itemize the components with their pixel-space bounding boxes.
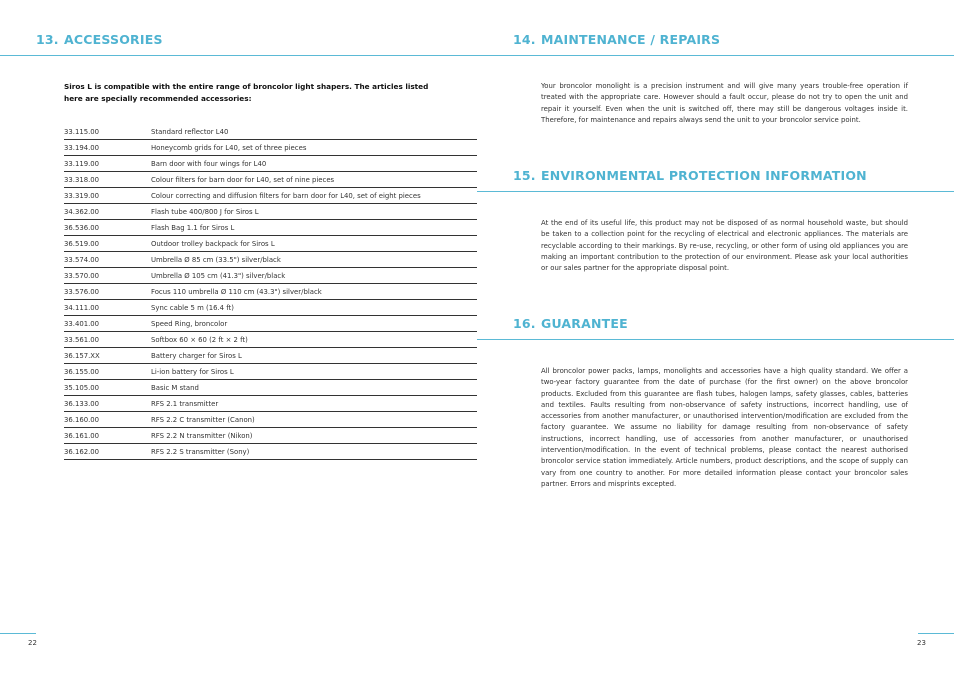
table-row [64,236,477,252]
table-row [64,252,477,268]
article-description: Li-ion battery for Siros L [151,368,234,376]
accessories-table [64,124,477,460]
article-number: 33.561.00 [64,336,100,344]
article-description: Standard reflector L40 [151,128,229,136]
table-row [64,204,477,220]
table-row [64,300,477,316]
table-row [64,444,477,460]
article-number: 33.194.00 [64,144,100,152]
article-number: 35.105.00 [64,384,100,392]
footer-rule-right [918,633,954,634]
article-description: RFS 2.2 S transmitter (Sony) [151,448,250,456]
table-row [64,220,477,236]
table-row [64,268,477,284]
section-14-heading [513,32,720,47]
section-number: 15. [513,168,536,183]
table-row [64,380,477,396]
table-row [64,140,477,156]
table-row [64,364,477,380]
article-number: 34.111.00 [64,304,100,312]
article-description: Flash tube 400/800 J for Siros L [151,208,259,216]
section-number: 16. [513,316,536,331]
article-number: 36.133.00 [64,400,100,408]
page-number-left: 22 [28,639,37,647]
accessories-intro: Siros L is compatible with the entire range of broncolor light shapers. The articles listed here are specially recommended accessories: [64,82,429,104]
article-number: 33.576.00 [64,288,100,296]
article-description: Speed Ring, broncolor [151,320,228,328]
table-row [64,396,477,412]
article-number: 33.570.00 [64,272,100,280]
article-description: Basic M stand [151,384,199,392]
article-number: 34.362.00 [64,208,100,216]
guarantee-text: All broncolor power packs, lamps, monolights and accessories have a high quality standard. We offer a two-year factory guarantee from the date of purchase (for the first owner) on the above broncolor products. Excluded from this guarantee are flash tubes, halogen lamps, safety glasses, cables, batteries and textiles. Faults resulting from non-observance of safety instructions, incorrect handling, use of accessories from another manufacturer, or unauthorised intervention/modification are excluded from the factory guarantee. We assume no liability for damage resulting from non-observance of safety instructions, incorrect handling, use of accessories from another manufacturer, or unauthorised intervention/modification. In the event of technical problems, please contact the nearest authorised broncolor service station immediately. Article numbers, product descriptions, and the scope of supply can vary from one country to another. For more detailed information please contact your broncolor sales partner. Errors and misprints excepted. [541,367,908,488]
section-15-heading [513,168,867,183]
article-number: 33.115.00 [64,128,100,136]
heading-rule [477,55,954,56]
section-title: MAINTENANCE / REPAIRS [541,32,721,47]
article-number: 36.155.00 [64,368,100,376]
section-title: ACCESSORIES [64,32,163,47]
article-description: Softbox 60 × 60 (2 ft × 2 ft) [151,336,248,344]
article-number: 33.574.00 [64,256,100,264]
article-number: 36.161.00 [64,432,100,440]
right-page [477,0,954,677]
article-description: Colour correcting and diffusion filters for barn door for L40, set of eight pieces [151,192,421,200]
table-row [64,412,477,428]
article-description: RFS 2.1 transmitter [151,400,219,408]
heading-rule [0,55,477,56]
article-number: 33.319.00 [64,192,100,200]
article-description: Barn door with four wings for L40 [151,160,267,168]
article-number: 36.519.00 [64,240,100,248]
article-description: Honeycomb grids for L40, set of three pieces [151,144,307,152]
article-description: Battery charger for Siros L [151,352,242,360]
section-number: 13. [36,32,59,47]
article-description: Umbrella Ø 105 cm (41.3") silver/black [151,272,286,280]
article-description: RFS 2.2 C transmitter (Canon) [151,416,255,424]
footer-rule-left [0,633,36,634]
table-row [64,284,477,300]
section-number: 14. [513,32,536,47]
article-number: 33.401.00 [64,320,100,328]
article-number: 36.162.00 [64,448,100,456]
article-number: 36.157.XX [64,352,100,360]
section-title: GUARANTEE [541,316,628,331]
article-description: Focus 110 umbrella Ø 110 cm (43.3") silver/black [151,288,322,296]
article-description: Umbrella Ø 85 cm (33.5") silver/black [151,256,281,264]
table-row [64,348,477,364]
table-row [64,188,477,204]
heading-rule [477,191,954,192]
section-13-heading [36,32,163,47]
heading-rule [477,339,954,340]
environment-text: At the end of its useful life, this product may not be disposed of as normal household waste, but should be taken to a collection point for the recycling of electrical and electronic appliances. The materials are recyclable according to their markings. By re-use, recycling, or other form of using old appliances you are making an important contribution to the protection of our environment. Please ask your local authorities or our sales partner for the appropriate disposal point. [541,219,908,273]
table-row [64,124,477,140]
table-row [64,316,477,332]
table-row [64,156,477,172]
table-row [64,332,477,348]
table-row [64,428,477,444]
article-description: Flash Bag 1.1 for Siros L [151,224,235,232]
table-row [64,172,477,188]
maintenance-text: Your broncolor monolight is a precision instrument and will give many years trouble-free operation if treated with the appropriate care. However should a fault occur, please do not try to open the unit and repair it yourself. Even when the unit is switched off, there may still be dangerous voltages inside it. Therefore, for maintenance and repairs always send the unit to your broncolor service point. [541,82,908,124]
article-description: Sync cable 5 m (16.4 ft) [151,304,234,312]
article-number: 36.160.00 [64,416,100,424]
article-number: 33.318.00 [64,176,100,184]
section-title: ENVIRONMENTAL PROTECTION INFORMATION [541,168,867,183]
article-description: Outdoor trolley backpack for Siros L [151,240,275,248]
article-description: Colour filters for barn door for L40, set of nine pieces [151,176,335,184]
section-16-heading [513,316,628,331]
article-number: 33.119.00 [64,160,100,168]
page-number-right: 23 [917,639,926,647]
article-number: 36.536.00 [64,224,100,232]
article-description: RFS 2.2 N transmitter (Nikon) [151,432,253,440]
